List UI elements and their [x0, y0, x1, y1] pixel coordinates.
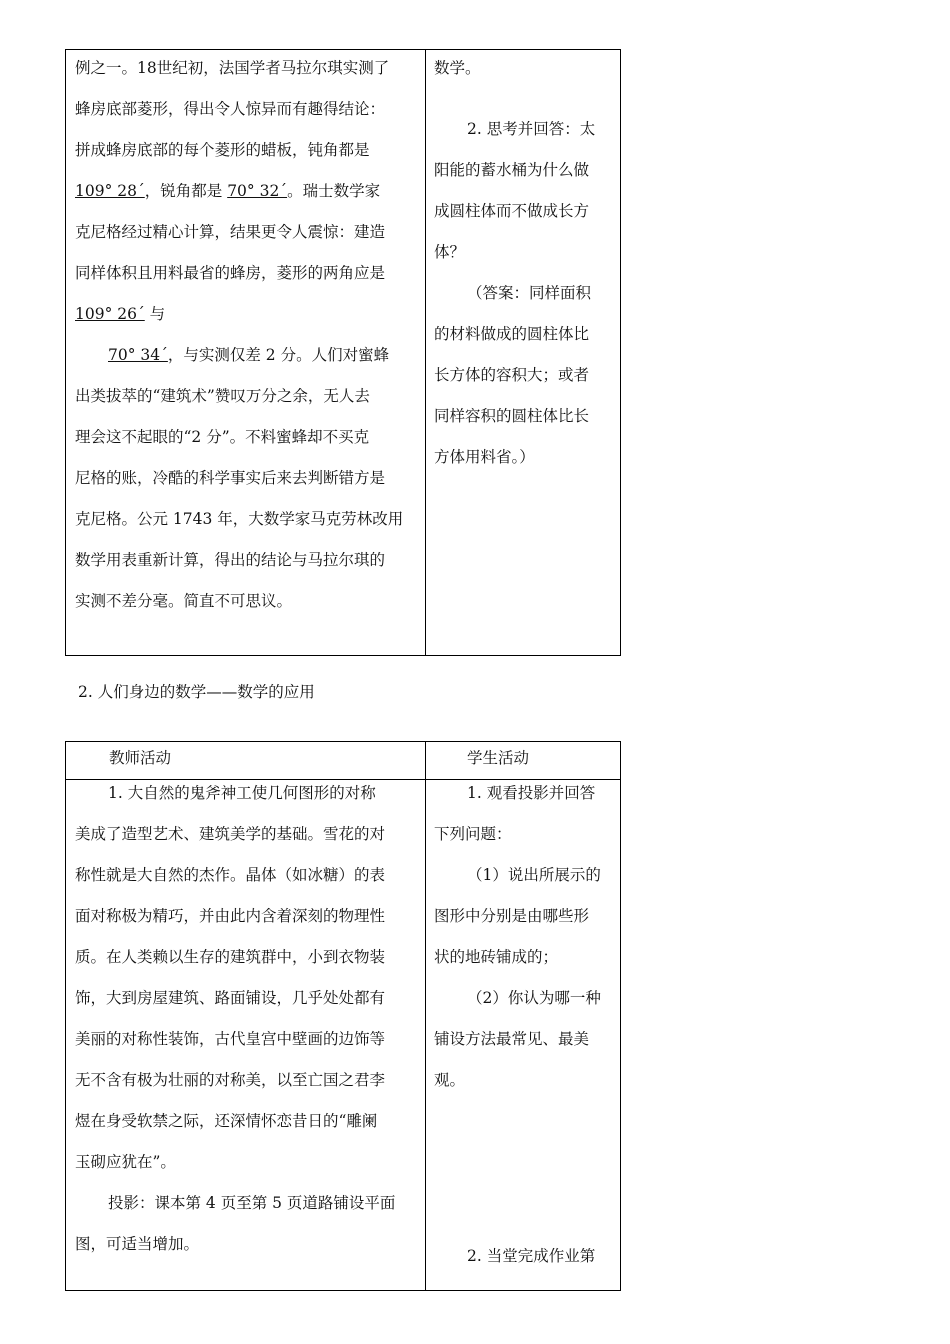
text-line: 2. 当堂完成作业第	[467, 1247, 596, 1265]
header-teacher-activity: 教师活动	[109, 749, 172, 767]
text-line: 克尼格。公元 1743 年，大数学家马克劳林改用	[75, 510, 404, 528]
text-line: 实测不差分毫。简直不可思议。	[75, 592, 293, 610]
text-line: 体？	[434, 243, 466, 261]
table-1-right-cell	[434, 48, 595, 478]
text-line: 同样体积且用料最省的蜂房，菱形的两角应是	[75, 264, 386, 282]
text-line: 1. 观看投影并回答	[467, 784, 596, 802]
text-line: 图，可适当增加。	[75, 1235, 200, 1253]
text-line: 109° 26´ 与	[75, 305, 166, 323]
text-line: 例之一。18世纪初，法国学者马拉尔琪实测了	[75, 59, 390, 77]
table-2-divider	[425, 742, 426, 1290]
text-line: 拼成蜂房底部的每个菱形的蜡板，钝角都是	[75, 141, 370, 159]
text-line: 铺设方法最常见、最美	[434, 1030, 590, 1048]
header-student-activity: 学生活动	[467, 749, 530, 767]
text-line: （2）你认为哪一种	[467, 989, 601, 1007]
table-2-right-cell	[434, 773, 601, 1101]
angle-value: 70° 32´	[227, 182, 288, 200]
table-1-left-cell	[75, 48, 403, 622]
text-line: 玉砌应犹在”。	[75, 1153, 176, 1171]
text-line: 煜在身受软禁之际，还深情怀恋昔日的“雕阑	[75, 1112, 378, 1130]
text-line: 观。	[434, 1071, 466, 1089]
text-line: 美成了造型艺术、建筑美学的基础。雪花的对	[75, 825, 386, 843]
text-line: 面对称极为精巧，并由此内含着深刻的物理性	[75, 907, 386, 925]
table-2-right-last-line	[467, 1236, 595, 1277]
text-line: 方体用料省。）	[434, 448, 535, 466]
text-line: 饰，大到房屋建筑、路面铺设，几乎处处都有	[75, 989, 386, 1007]
text-line: 阳能的蓄水桶为什么做	[434, 161, 590, 179]
angle-value: 109° 28´	[75, 182, 145, 200]
text-line: 尼格的账，冷酷的科学事实后来去判断错方是	[75, 469, 386, 487]
text-line: 109° 28´，锐角都是 70° 32´。瑞士数学家	[75, 182, 381, 200]
text-line: 克尼格经过精心计算，结果更令人震惊：建造	[75, 223, 386, 241]
text-line: 下列问题：	[434, 825, 512, 843]
text-line: 理会这不起眼的“2 分”。不料蜜蜂却不买克	[75, 428, 370, 446]
text-line: 数学用表重新计算，得出的结论与马拉尔琪的	[75, 551, 386, 569]
text-line: 成圆柱体而不做成长方	[434, 202, 590, 220]
text-line: 同样容积的圆柱体比长	[434, 407, 590, 425]
text-line: 出类拔萃的“建筑术”赞叹万分之余，无人去	[75, 387, 370, 405]
text-line: 图形中分别是由哪些形	[434, 907, 590, 925]
text-line: 的材料做成的圆柱体比	[434, 325, 590, 343]
table-1-divider	[425, 50, 426, 655]
text-line: 状的地砖铺成的；	[434, 948, 559, 966]
section-title: 2. 人们身边的数学——数学的应用	[78, 683, 315, 701]
text-line: 数学。	[434, 59, 481, 77]
text-line: 70° 34´，与实测仅差 2 分。人们对蜜蜂	[108, 346, 390, 364]
table-2-left-cell	[75, 773, 395, 1265]
text-line: 称性就是大自然的杰作。晶体（如冰糖）的表	[75, 866, 386, 884]
text-line: 无不含有极为壮丽的对称美，以至亡国之君李	[75, 1071, 386, 1089]
text-line: 投影：课本第 4 页至第 5 页道路铺设平面	[108, 1194, 396, 1212]
angle-value: 70° 34´	[108, 346, 168, 364]
text-line: 1. 大自然的鬼斧神工使几何图形的对称	[108, 784, 376, 802]
text-line: （1）说出所展示的	[467, 866, 601, 884]
text-line: 质。在人类赖以生存的建筑群中，小到衣物装	[75, 948, 386, 966]
text-line: 美丽的对称性装饰，古代皇宫中壁画的边饰等	[75, 1030, 386, 1048]
table-1	[65, 49, 621, 656]
text-line: （答案：同样面积	[467, 284, 592, 302]
text-line: 长方体的容积大；或者	[434, 366, 590, 384]
text-line: 2. 思考并回答：太	[467, 120, 596, 138]
angle-value: 109° 26´	[75, 305, 145, 323]
text-line: 蜂房底部菱形，得出令人惊异而有趣得结论：	[75, 100, 386, 118]
table-2	[65, 741, 621, 1291]
